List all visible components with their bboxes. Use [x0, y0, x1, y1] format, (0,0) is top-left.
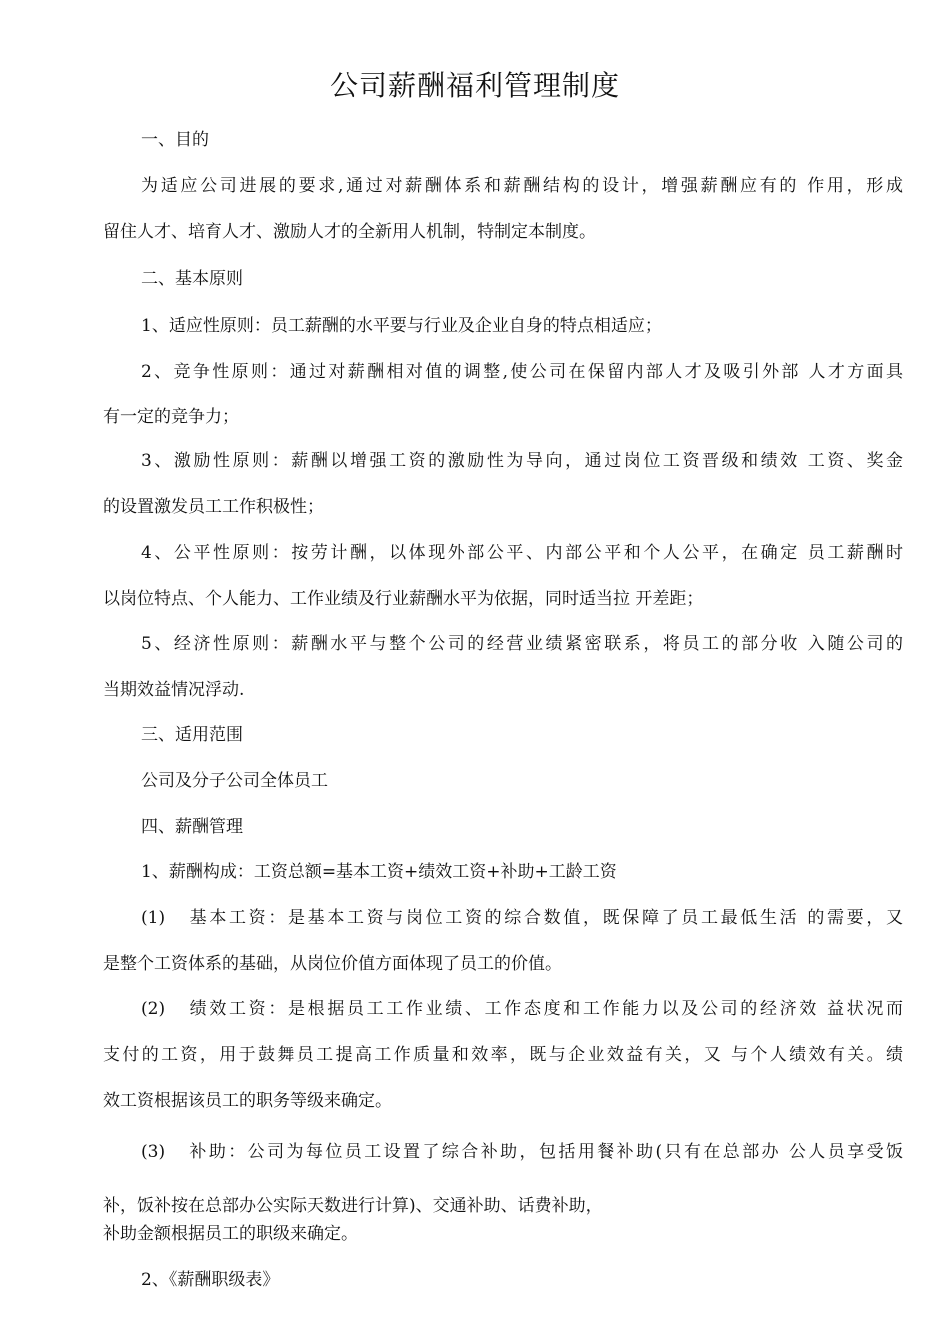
scope-text: 公司及分子公司全体员工 [141, 771, 328, 791]
salary-item-2-line-2: 支付的工资，用于鼓舞员工提高工作质量和效率，既与企业效益有关，又 与个人绩效有关。绩 [103, 1045, 903, 1065]
salary-item-1-number: (1) [141, 908, 166, 928]
principle-4-line-1: 4、公平性原则：按劳计酬，以体现外部公平、内部公平和个人公平，在确定 员工薪酬时 [141, 543, 903, 563]
principle-4-line-2: 以岗位特点、个人能力、工作业绩及行业薪酬水平为依据，同时适当拉 开差距； [103, 589, 704, 609]
salary-item-1-line-1 [141, 906, 903, 930]
section-heading-purpose: 一、目的 [141, 130, 209, 150]
principle-2-line-1: 2、竞争性原则：通过对薪酬相对值的调整,使公司在保留内部人才及吸引外部 人才方面具 [141, 362, 903, 382]
principle-3-line-2: 的设置激发员工工作积极性； [103, 497, 324, 517]
document-title: 公司薪酬福利管理制度 [329, 69, 620, 102]
salary-item-3-line-3: 补助金额根据员工的职级来确定。 [103, 1224, 358, 1244]
principle-5-line-2: 当期效益情况浮动. [103, 680, 245, 700]
salary-item-3-line-1 [141, 1140, 903, 1164]
principle-2-line-2: 有一定的竞争力； [103, 407, 239, 427]
principle-5-line-1: 5、经济性原则：薪酬水平与整个公司的经营业绩紧密联系，将员工的部分收 入随公司的 [141, 634, 903, 654]
salary-item-2-line-1 [141, 997, 903, 1021]
salary-item-2-line-3: 效工资根据该员工的职务等级来确定。 [103, 1091, 392, 1111]
salary-item-3-line-2: 补，饭补按在总部办公实际天数进行计算)、交通补助、话费补助， [103, 1196, 603, 1216]
principle-3-line-1: 3、激励性原则：薪酬以增强工资的激励性为导向，通过岗位工资晋级和绩效 工资、奖金 [141, 451, 903, 471]
salary-item-2-text: 绩效工资：是根据员工工作业绩、工作态度和工作能力以及公司的经济效 益状况而 [187, 999, 903, 1019]
salary-item-1-text: 基本工资：是基本工资与岗位工资的综合数值，既保障了员工最低生活 的需要，又 [187, 908, 903, 928]
section-heading-scope: 三、适用范围 [141, 725, 243, 745]
purpose-text-line-2: 留住人才、培育人才、激励人才的全新用人机制，特制定本制度。 [103, 222, 596, 242]
salary-item-3-text: 补助：公司为每位员工设置了综合补助，包括用餐补助(只有在总部办 公人员享受饭 [187, 1142, 903, 1162]
salary-item-2-number: (2) [141, 999, 166, 1019]
salary-item-1-line-2: 是整个工资体系的基础，从岗位价值方面体现了员工的价值。 [103, 954, 562, 974]
section-heading-principles: 二、基本原则 [141, 269, 243, 289]
salary-composition: 1、薪酬构成：工资总额=基本工资+绩效工资+补助+工龄工资 [141, 862, 617, 882]
purpose-text-line-1: 为适应公司进展的要求,通过对薪酬体系和薪酬结构的设计，增强薪酬应有的 作用，形成 [141, 176, 903, 196]
principle-1-line-1: 1、适应性原则：员工薪酬的水平要与行业及企业自身的特点相适应； [141, 316, 662, 336]
salary-item-3-number: (3) [141, 1142, 166, 1162]
section-heading-salary: 四、薪酬管理 [141, 817, 243, 837]
salary-table-reference: 2、《薪酬职级表》 [141, 1270, 280, 1290]
